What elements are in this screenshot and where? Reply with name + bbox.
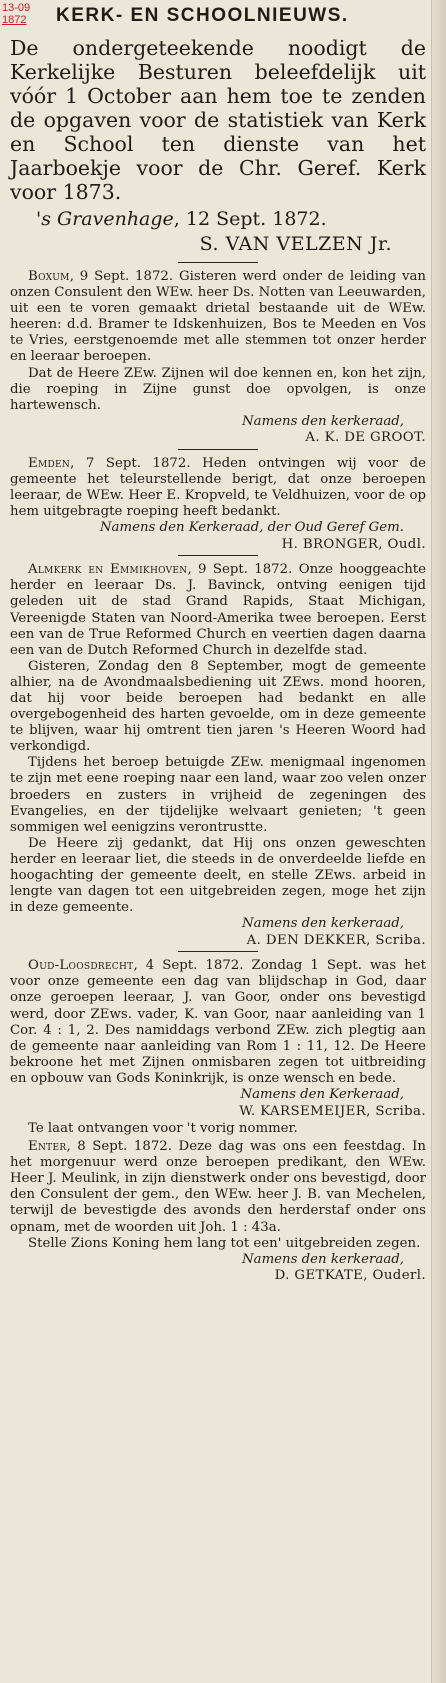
- news-text: Gisteren, Zondag den 8 September, mogt de gemeente alhier, na de Avondmaalsbediening uit ZEws. mond hooren, dat hij voor beide beroepen had bedankt en alle overgebogenheid des harten gevoelde, om in deze gemeente te blijven, waar hij omtrent tien jaren 's Heeren Woord had verkondigd.: [10, 658, 426, 755]
- signature-name: H. BRONGER, Oudl.: [281, 536, 426, 552]
- news-item: [10, 562, 426, 949]
- news-paragraph: [10, 366, 426, 414]
- date-stamp: [2, 2, 30, 26]
- news-date: , 4 Sept. 1872.: [133, 958, 252, 974]
- signature-name: A. DEN DEKKER, Scriba.: [246, 932, 426, 948]
- late-note: Te laat ontvangen voor 't vorig nommer.: [28, 1121, 298, 1137]
- news-text: Gisteren werd onder de leiding van onzen Consulent den WEw. heer Ds. Notten van Leeuwarden, uit een te voren gemaakt drietal bestaande uit de WEw. heeren: d.d. Bramer te Idskenhuizen, Bos te Meeden en Vos te Vries, eerstgenoemde met alle stemmen tot onzer herder en leeraar beroepen.: [10, 269, 426, 365]
- intro-date: , 12 Sept. 1872.: [173, 208, 327, 230]
- section-heading: KERK- EN SCHOOLNIEUWS.: [56, 5, 349, 26]
- news-paragraph: [10, 836, 426, 916]
- news-text: Onze hooggeachte herder en leeraar Ds. J. Bavinck, ontving eenigen tijd geleden uit de stad Grand Rapids, Staat Michigan, Vereenigde Staten van Noord-Amerika twee beroepen. Eerst een van de True Reformed Church en veertien dagen daarna een van de Dutch Reformed Church in dezelfde stad.: [10, 562, 426, 658]
- signature-label: Namens den kerkeraad,: [242, 413, 404, 429]
- signature-label: Namens den kerkeraad,: [242, 1251, 404, 1267]
- news-date: , 9 Sept. 1872.: [187, 562, 299, 578]
- signature-label: Namens den Kerkeraad,: [240, 1087, 404, 1103]
- news-place: Enter: [28, 1139, 67, 1155]
- signature-label: Namens den kerkeraad,: [242, 916, 404, 932]
- intro-place: 's Gravenhage: [36, 208, 174, 230]
- news-text: Heden ontvingen wij voor de gemeente het teleurstellende berigt, dat onze beroepen leeraar, de WEw. Heer E. Kropveld, te Veldhuizen, voor de op hem uitgebragte roeping heeft bedankt.: [10, 455, 426, 520]
- news-text: Dat de Heere ZEw. Zijnen wil doe kennen en, kon het zijn, die roeping in Zijne gunst doe opvolgen, is onze hartewensch.: [10, 365, 426, 413]
- news-date: , 9 Sept. 1872.: [69, 269, 179, 284]
- signature-name: W. KARSEMEIJER, Scriba.: [239, 1103, 426, 1119]
- news-item: [10, 269, 426, 447]
- date-stamp-day: 13-09: [2, 2, 31, 14]
- news-text: De Heere zij gedankt, dat Hij ons onzen geweschten herder en leeraar liet, die steeds in de onverdeelde liefde en hoogachting der gemeente deelt, en stelle ZEws. arbeid in lengte van dagen tot een uitgebreiden zegen, moge het zijn in deze gemeente.: [10, 835, 426, 916]
- separator: [178, 951, 258, 952]
- news-place: Oud-Loosdrecht: [28, 958, 134, 974]
- separator: [178, 555, 258, 556]
- news-date: , 8 Sept. 1872.: [66, 1139, 179, 1155]
- news-paragraph: [10, 269, 426, 366]
- articles: [10, 269, 426, 1120]
- news-paragraph: [10, 562, 426, 659]
- news-paragraph: [10, 755, 426, 835]
- news-item: [10, 1139, 426, 1285]
- news-paragraph: [10, 456, 426, 520]
- news-text: Deze dag was ons een feestdag. In het morgenuur werd onze beroepen predikant, den WEw. Heer J. Meulink, in zijn dienstwerk onder ons bevestigd, door den Consulent der gem., den WEw. heer J. B. van Mechelen, terwijl de bevestigde des avonds den herderstaf onder ons opnam, met de woorden uit Joh. 1 : 43a.: [10, 1139, 426, 1235]
- news-text: Stelle Zions Koning hem lang tot een' uitgebreiden zegen.: [28, 1235, 421, 1251]
- news-paragraph: [10, 1139, 426, 1236]
- news-item: [10, 958, 426, 1120]
- signature-name: A. K. DE GROOT.: [305, 430, 426, 446]
- news-text: Tijdens het beroep betuigde ZEw. menigmaal ingenomen te zijn met eene roeping naar een land, waar zoo velen onzer broeders en zusters in vrijheid de zegeningen des Evangelies, en der tijdelijke welvaart genieten; 't geen sommigen wel eenigzins verontrustte.: [10, 755, 426, 835]
- signature-name: D. GETKATE, Ouderl.: [274, 1268, 426, 1284]
- news-place: Emden: [28, 455, 71, 471]
- news-paragraph: [10, 1236, 426, 1252]
- news-date: , 7 Sept. 1872.: [70, 455, 203, 471]
- news-paragraph: [10, 958, 426, 1087]
- news-paragraph: [10, 659, 426, 756]
- news-item: [10, 456, 426, 553]
- separator: [178, 262, 258, 263]
- news-place: Almkerk en Emmikhoven: [28, 562, 188, 578]
- news-place: Boxum: [28, 269, 70, 284]
- separator: [178, 449, 258, 450]
- news-text: Zondag 1 Sept. was het voor onze gemeente een dag van blijdschap in God, daar onze geroepen leeraar, J. van Goor, onder ons bevestigd werd, door ZEws. vader, K. van Goor, naar aanleiding van 1 Cor. 4 : 1, 2. Des namiddags verbond ZEw. zich plegtig aan de gemeente naar aanleiding van Rom 1 : 11, 12. De Heere bekroone het met Zijnen onmisbaren zegen tot uitbreiding en opbouw van Gods Koninkrijk, is onze wensch en bede.: [10, 958, 426, 1086]
- signature-label: Namens den Kerkeraad, der Oud Geref Gem.: [99, 520, 404, 536]
- last-article: [10, 1139, 426, 1285]
- date-stamp-year: 1872: [2, 14, 27, 26]
- intro-notice: De ondergeteekende noodigt de Kerkelijke Besturen beleefdelijk uit vóór 1 October aan hem toe te zenden de opgaven voor de statistiek van Kerk en School ten dienste van het Jaarboekje voor de Chr. Geref. Kerk voor 1873.: [10, 36, 426, 204]
- intro-dateline: [36, 206, 426, 232]
- page-edge: [431, 0, 446, 1683]
- intro-signature: S. VAN VELZEN Jr.: [199, 233, 392, 255]
